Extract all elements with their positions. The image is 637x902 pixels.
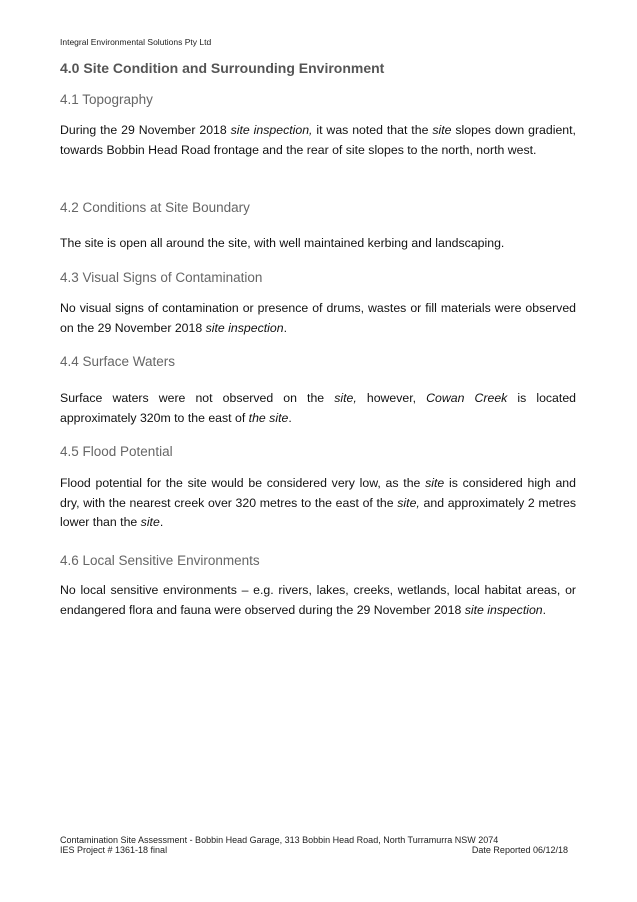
section-body xyxy=(60,389,576,428)
body-text: During the 29 November 2018 xyxy=(60,123,231,137)
body-text: slopes down gradient, towards Bobbin Head Road frontage and the rear of site slopes to the north, north west. xyxy=(60,123,576,157)
footer-document-title: Contamination Site Assessment - Bobbin Head Garage, 313 Bobbin Head Road, North Turramurra NSW 2074 xyxy=(60,835,499,845)
emphasis-text: site xyxy=(140,515,160,529)
section-body xyxy=(60,474,576,533)
main-heading: 4.0 Site Condition and Surrounding Environment xyxy=(60,60,385,76)
emphasis-text: site xyxy=(432,123,452,137)
section-heading: 4.4 Surface Waters xyxy=(60,354,176,369)
body-text: . xyxy=(159,515,164,529)
body-text: The site is open all around the site, with well maintained kerbing and landscaping. xyxy=(60,236,505,250)
body-text: Flood potential for the site would be considered very low, as the xyxy=(60,476,426,490)
footer-row xyxy=(60,845,568,855)
body-text: however, xyxy=(356,391,427,405)
page-footer xyxy=(60,835,568,855)
section-heading: 4.2 Conditions at Site Boundary xyxy=(60,200,250,215)
section-body xyxy=(60,299,576,338)
footer-date-reported: Date Reported 06/12/18 xyxy=(471,845,568,855)
emphasis-text: Cowan Creek xyxy=(426,391,508,405)
section-heading: 4.3 Visual Signs of Contamination xyxy=(60,270,263,285)
section-heading: 4.5 Flood Potential xyxy=(60,444,173,459)
body-text: Surface waters were not observed on the xyxy=(60,391,335,405)
body-text: . xyxy=(283,320,287,335)
body-text: No visual signs of contamination or presence of drums, wastes or fill materials were observed on the 29 November 2018 xyxy=(60,301,576,335)
emphasis-text: site inspection, xyxy=(230,123,313,137)
emphasis-text: site xyxy=(425,476,445,490)
body-text: . xyxy=(288,410,292,425)
emphasis-text: the site xyxy=(248,410,289,425)
section-heading: 4.1 Topography xyxy=(60,92,153,107)
section-body xyxy=(60,581,576,620)
section-body xyxy=(60,234,576,254)
company-name: Integral Environmental Solutions Pty Ltd xyxy=(60,37,212,47)
emphasis-text: site, xyxy=(334,391,357,405)
footer-project-number: IES Project # 1361-18 final xyxy=(60,845,168,855)
section-body xyxy=(60,121,576,160)
emphasis-text: site, xyxy=(397,495,420,510)
body-text: it was noted that the xyxy=(312,123,433,137)
body-text: . xyxy=(542,602,547,617)
body-text: is considered high and dry, with the nearest creek over 320 metres to the east of the xyxy=(60,476,576,510)
emphasis-text: site inspection xyxy=(205,320,284,335)
emphasis-text: site inspection xyxy=(464,602,543,617)
body-text: and approximately 2 metres lower than the xyxy=(60,495,576,529)
body-text: No local sensitive environments – e.g. rivers, lakes, creeks, wetlands, local habitat areas, or endangered flora and fauna were observed during the 29 November 2018 xyxy=(60,583,576,617)
body-text: is located approximately 320m to the east of xyxy=(60,391,576,425)
section-heading: 4.6 Local Sensitive Environments xyxy=(60,553,260,568)
